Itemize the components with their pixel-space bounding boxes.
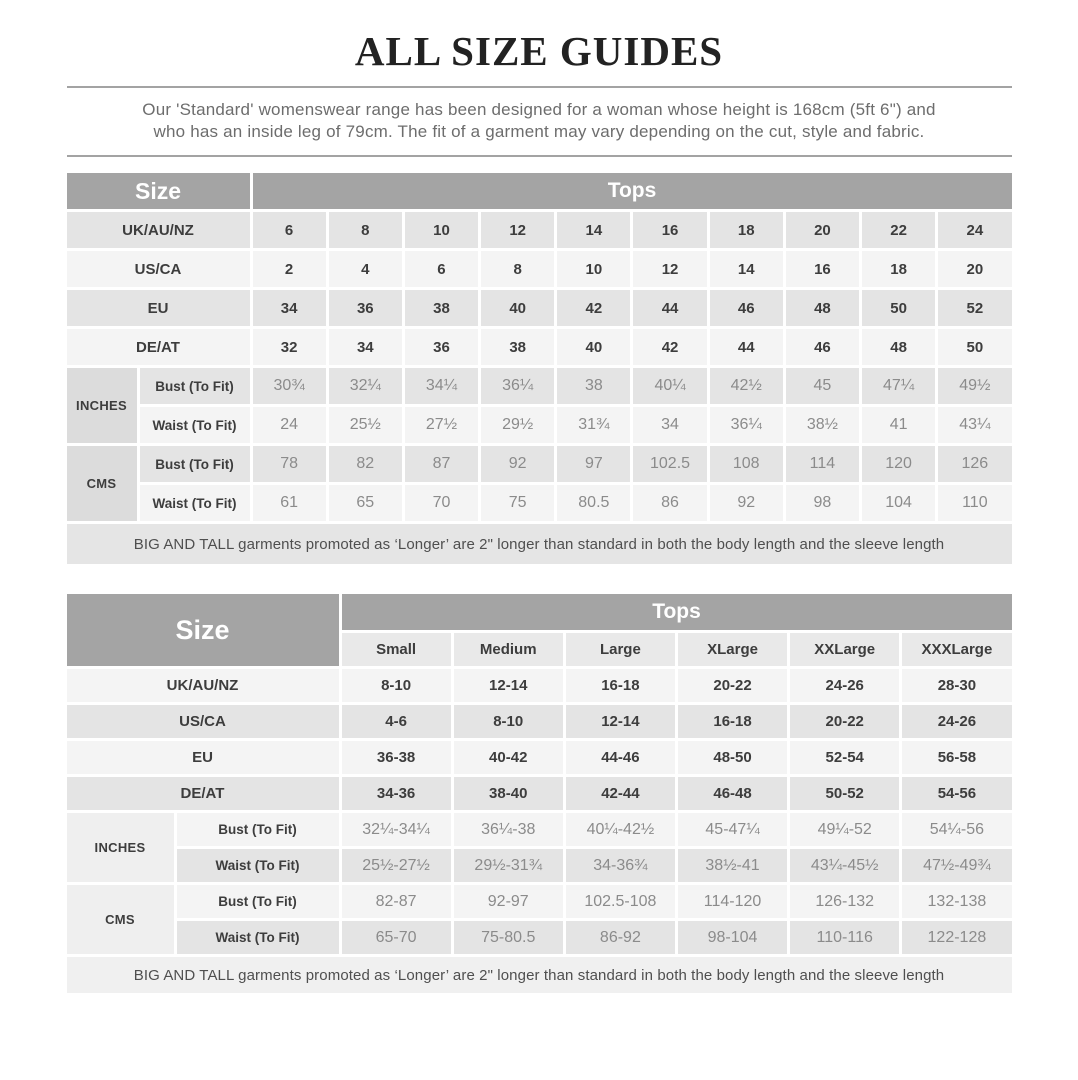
size-value: 54-56: [902, 777, 1011, 810]
measure-value: 42½: [710, 368, 783, 404]
size-value: 18: [862, 251, 935, 287]
table-row: [67, 446, 1012, 482]
row-label: EU: [67, 290, 250, 326]
table-row: [67, 705, 1012, 738]
size-value: 44: [633, 290, 706, 326]
size-value: 12: [633, 251, 706, 287]
table-note: BIG AND TALL garments promoted as ‘Longer’ are 2" longer than standard in both the body length and the sleeve length: [67, 957, 1012, 993]
size-header: Size: [67, 594, 339, 666]
table-row: [67, 329, 1012, 365]
table-row: [67, 669, 1012, 702]
measure-label: Waist (To Fit): [140, 407, 250, 443]
measure-value: 120: [862, 446, 935, 482]
size-value: 8: [329, 212, 402, 248]
measure-value: 34¼: [405, 368, 478, 404]
table-row: [67, 921, 1012, 954]
size-value: 44: [710, 329, 783, 365]
top-divider: [67, 86, 1012, 88]
measure-label: Bust (To Fit): [140, 446, 250, 482]
note-row: [67, 524, 1012, 564]
table-row: [67, 849, 1012, 882]
measure-value: 102.5: [633, 446, 706, 482]
size-value: 4: [329, 251, 402, 287]
size-value: 20-22: [678, 669, 787, 702]
measure-value: 97: [557, 446, 630, 482]
size-value: 50: [862, 290, 935, 326]
column-header: XXXLarge: [902, 633, 1011, 666]
size-value: 24: [938, 212, 1011, 248]
measure-value: 114-120: [678, 885, 787, 918]
table-row: [67, 407, 1012, 443]
standard-size-table: [64, 170, 1015, 567]
size-value: 34: [253, 290, 326, 326]
measure-value: 32¼: [329, 368, 402, 404]
measure-label: Waist (To Fit): [140, 485, 250, 521]
measure-value: 126-132: [790, 885, 899, 918]
size-value: 50-52: [790, 777, 899, 810]
size-value: 38: [405, 290, 478, 326]
table-note: BIG AND TALL garments promoted as ‘Longer’ are 2" longer than standard in both the body length and the sleeve length: [67, 524, 1012, 564]
size-value: 14: [710, 251, 783, 287]
size-value: 28-30: [902, 669, 1011, 702]
size-value: 42-44: [566, 777, 675, 810]
intro-line-1: Our 'Standard' womenswear range has been designed for a woman whose height is 168cm (5ft 6") and: [142, 100, 936, 119]
size-value: 48-50: [678, 741, 787, 774]
column-header: Small: [342, 633, 451, 666]
size-value: 12: [481, 212, 554, 248]
measure-value: 43¼-45½: [790, 849, 899, 882]
measure-value: 30¾: [253, 368, 326, 404]
size-value: 20: [786, 212, 859, 248]
size-value: 38-40: [454, 777, 563, 810]
size-value: 16: [633, 212, 706, 248]
measure-value: 32¼-34¼: [342, 813, 451, 846]
size-value: 22: [862, 212, 935, 248]
size-value: 16-18: [678, 705, 787, 738]
measure-value: 29½-31¾: [454, 849, 563, 882]
measure-label: Bust (To Fit): [140, 368, 250, 404]
measure-value: 25½: [329, 407, 402, 443]
intro-divider: [67, 155, 1012, 157]
size-value: 36-38: [342, 741, 451, 774]
measure-value: 34: [633, 407, 706, 443]
measure-value: 61: [253, 485, 326, 521]
measure-label: Bust (To Fit): [177, 885, 339, 918]
measure-value: 45-47¼: [678, 813, 787, 846]
size-value: 8-10: [454, 705, 563, 738]
table-row: [67, 251, 1012, 287]
measure-value: 36¼-38: [454, 813, 563, 846]
measure-label: Waist (To Fit): [177, 921, 339, 954]
measure-value: 126: [938, 446, 1011, 482]
row-label: DE/AT: [67, 329, 250, 365]
size-value: 16-18: [566, 669, 675, 702]
measure-value: 104: [862, 485, 935, 521]
size-value: 34: [329, 329, 402, 365]
size-value: 52-54: [790, 741, 899, 774]
column-header: Medium: [454, 633, 563, 666]
content-area: [67, 0, 1012, 996]
measure-value: 25½-27½: [342, 849, 451, 882]
row-label: UK/AU/NZ: [67, 669, 339, 702]
size-value: 56-58: [902, 741, 1011, 774]
intro-text: [67, 99, 1012, 143]
measure-value: 110-116: [790, 921, 899, 954]
measure-value: 82-87: [342, 885, 451, 918]
size-value: 42: [633, 329, 706, 365]
measure-value: 122-128: [902, 921, 1011, 954]
size-value: 4-6: [342, 705, 451, 738]
size-value: 46: [786, 329, 859, 365]
size-value: 50: [938, 329, 1011, 365]
measure-value: 132-138: [902, 885, 1011, 918]
size-value: 6: [405, 251, 478, 287]
measure-value: 38½: [786, 407, 859, 443]
size-value: 14: [557, 212, 630, 248]
size-value: 34-36: [342, 777, 451, 810]
measure-value: 114: [786, 446, 859, 482]
measure-value: 47¼: [862, 368, 935, 404]
measure-value: 82: [329, 446, 402, 482]
measure-value: 47½-49¾: [902, 849, 1011, 882]
measure-value: 65-70: [342, 921, 451, 954]
row-label: UK/AU/NZ: [67, 212, 250, 248]
size-value: 8: [481, 251, 554, 287]
size-value: 18: [710, 212, 783, 248]
measure-value: 24: [253, 407, 326, 443]
size-value: 46-48: [678, 777, 787, 810]
size-value: 36: [405, 329, 478, 365]
table-row: [67, 777, 1012, 810]
size-value: 24-26: [790, 669, 899, 702]
size-value: 32: [253, 329, 326, 365]
table-row: [67, 885, 1012, 918]
row-label: DE/AT: [67, 777, 339, 810]
size-value: 52: [938, 290, 1011, 326]
size-value: 48: [786, 290, 859, 326]
measure-value: 98-104: [678, 921, 787, 954]
size-value: 44-46: [566, 741, 675, 774]
measure-value: 102.5-108: [566, 885, 675, 918]
table-row: [67, 212, 1012, 248]
measure-value: 80.5: [557, 485, 630, 521]
row-label: EU: [67, 741, 339, 774]
table-row: [67, 290, 1012, 326]
size-value: 48: [862, 329, 935, 365]
page-title: ALL SIZE GUIDES: [354, 28, 724, 74]
measure-value: 65: [329, 485, 402, 521]
measure-value: 36¼: [481, 368, 554, 404]
table-header-row: [67, 173, 1012, 209]
size-value: 2: [253, 251, 326, 287]
measure-value: 34-36¾: [566, 849, 675, 882]
table-row: [67, 741, 1012, 774]
column-header: XLarge: [678, 633, 787, 666]
measure-value: 75: [481, 485, 554, 521]
size-value: 10: [405, 212, 478, 248]
measure-value: 54¼-56: [902, 813, 1011, 846]
size-value: 40: [557, 329, 630, 365]
size-value: 40-42: [454, 741, 563, 774]
measure-value: 110: [938, 485, 1011, 521]
unit-label: INCHES: [67, 368, 137, 443]
measure-value: 45: [786, 368, 859, 404]
measure-value: 40¼: [633, 368, 706, 404]
measure-value: 49¼-52: [790, 813, 899, 846]
table-row: [67, 813, 1012, 846]
tops-header: Tops: [342, 594, 1012, 630]
column-header: Large: [566, 633, 675, 666]
measure-value: 86: [633, 485, 706, 521]
measure-value: 38½-41: [678, 849, 787, 882]
measure-value: 36¼: [710, 407, 783, 443]
size-value: 40: [481, 290, 554, 326]
size-value: 6: [253, 212, 326, 248]
measure-value: 78: [253, 446, 326, 482]
size-value: 12-14: [454, 669, 563, 702]
unit-label: INCHES: [67, 813, 174, 882]
measure-value: 38: [557, 368, 630, 404]
table-row: [67, 368, 1012, 404]
measure-value: 41: [862, 407, 935, 443]
measure-value: 92: [710, 485, 783, 521]
table-row: [67, 485, 1012, 521]
grouped-size-table: [64, 591, 1015, 996]
measure-value: 49½: [938, 368, 1011, 404]
measure-value: 40¼-42½: [566, 813, 675, 846]
column-header: XXLarge: [790, 633, 899, 666]
measure-value: 92: [481, 446, 554, 482]
measure-label: Waist (To Fit): [177, 849, 339, 882]
size-value: 24-26: [902, 705, 1011, 738]
size-value: 20: [938, 251, 1011, 287]
size-value: 38: [481, 329, 554, 365]
size-value: 8-10: [342, 669, 451, 702]
size-value: 16: [786, 251, 859, 287]
size-value: 36: [329, 290, 402, 326]
row-label: US/CA: [67, 251, 250, 287]
measure-value: 98: [786, 485, 859, 521]
measure-value: 92-97: [454, 885, 563, 918]
size-value: 12-14: [566, 705, 675, 738]
measure-value: 87: [405, 446, 478, 482]
measure-value: 70: [405, 485, 478, 521]
size-value: 42: [557, 290, 630, 326]
row-label: US/CA: [67, 705, 339, 738]
size-value: 46: [710, 290, 783, 326]
measure-value: 75-80.5: [454, 921, 563, 954]
measure-label: Bust (To Fit): [177, 813, 339, 846]
unit-label: CMS: [67, 885, 174, 954]
measure-value: 43¼: [938, 407, 1011, 443]
measure-value: 27½: [405, 407, 478, 443]
size-header: Size: [67, 173, 250, 209]
unit-label: CMS: [67, 446, 137, 521]
measure-value: 86-92: [566, 921, 675, 954]
tops-header: Tops: [253, 173, 1012, 209]
size-value: 10: [557, 251, 630, 287]
measure-value: 108: [710, 446, 783, 482]
intro-line-2: who has an inside leg of 79cm. The fit of a garment may vary depending on the cut, style and fabric.: [153, 122, 925, 141]
note-row: [67, 957, 1012, 993]
table-header-row: [67, 594, 1012, 630]
measure-value: 31¾: [557, 407, 630, 443]
size-value: 20-22: [790, 705, 899, 738]
measure-value: 29½: [481, 407, 554, 443]
